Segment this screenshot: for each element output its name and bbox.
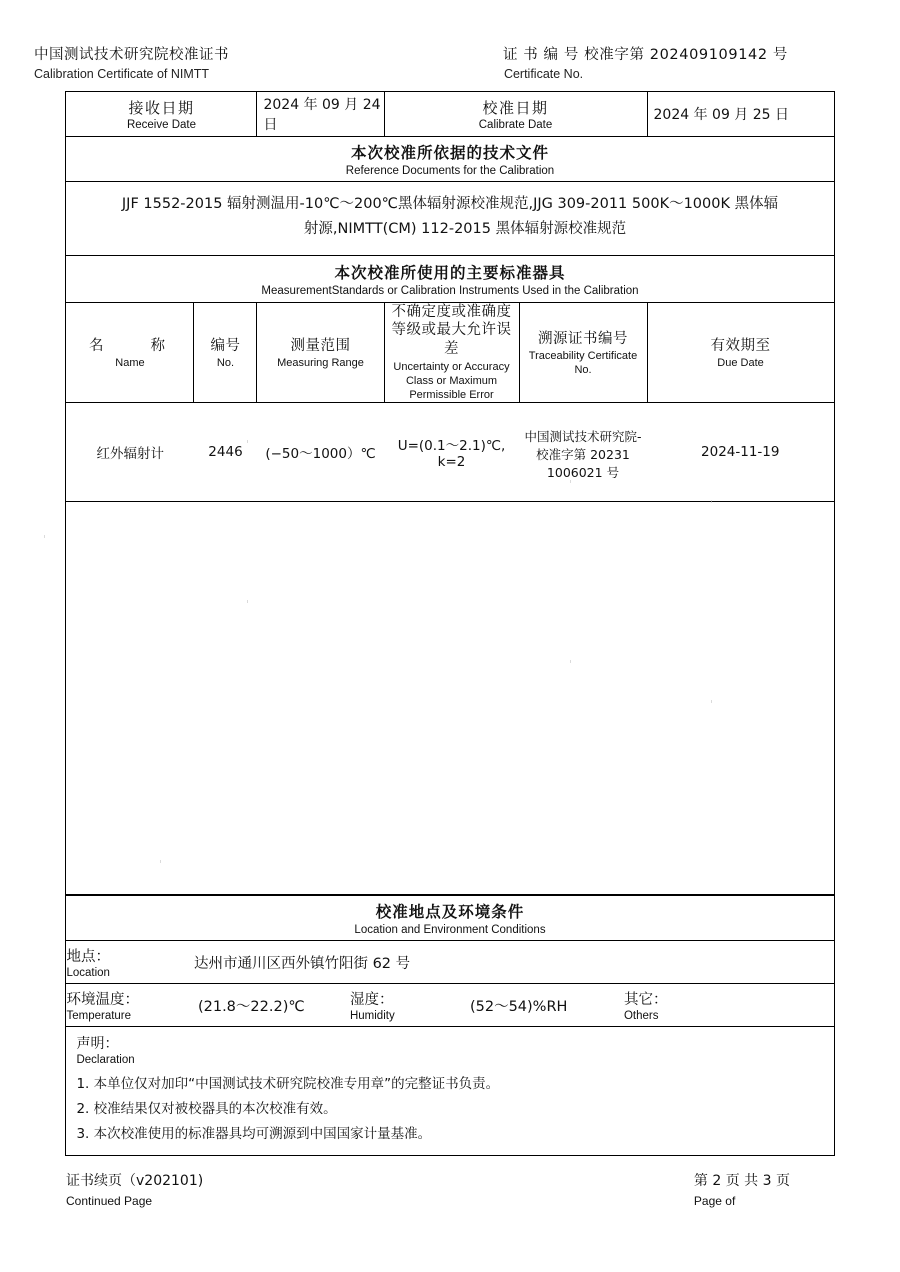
cell-due-date: 2024-11-19 [647, 403, 834, 502]
col-header-traceability-cn: 溯源证书编号 [538, 331, 628, 348]
others-label-cn: 其它： [623, 992, 668, 1009]
location-environment-table [65, 895, 834, 1156]
col-header-traceability-en: Traceability Certificate No. [528, 350, 638, 376]
cell-instrument-no: 2446 [194, 403, 257, 502]
col-header-uncertainty-en: Uncertainty or Accuracy Class or Maximum Permissible Error [393, 361, 510, 401]
cell-measuring-range: (−50～1000）℃ [257, 403, 384, 502]
footer-continued-cn: 证书续页（v202101) [66, 1173, 204, 1190]
environment-row [66, 984, 834, 1027]
humidity-value: (52～54)%RH [469, 998, 568, 1015]
receive-date-label-cn: 接收日期 [128, 98, 195, 117]
calibrate-date-value: 2024 年 09 月 25 日 [653, 106, 790, 123]
col-header-name [66, 302, 194, 403]
calibrate-date-label-cn: 校准日期 [482, 98, 549, 117]
footer-left-block [66, 1170, 203, 1208]
location-title-row [66, 896, 834, 941]
document-title-cn: 中国测试技术研究院校准证书 [34, 47, 229, 63]
col-header-due-en: Due Date [717, 357, 764, 370]
blank-area [66, 502, 834, 895]
col-header-due-cn: 有效期至 [710, 338, 771, 355]
col-header-no-cn: 编号 [210, 338, 241, 355]
col-header-no-en: No. [216, 357, 235, 370]
footer-continued-en: Continued Page [66, 1194, 153, 1209]
others-value-cell [734, 984, 834, 1027]
calibrate-date-label-cell [384, 91, 647, 136]
cell-uncertainty: U=(0.1～2.1)℃, k=2 [384, 403, 519, 502]
humidity-label-cn: 湿度： [349, 992, 394, 1009]
temperature-label-cn: 环境温度： [66, 992, 139, 1009]
col-header-due [647, 302, 834, 403]
others-label-en: Others [623, 1010, 659, 1023]
place-label-en: Location [66, 967, 110, 980]
main-table [65, 91, 834, 896]
others-label-cell [624, 984, 734, 1027]
humidity-label-cell [350, 984, 460, 1027]
reference-title-en: Reference Documents for the Calibration [345, 164, 555, 177]
receive-date-value-cell [257, 91, 384, 136]
list-item: 1. 本单位仅对加印“中国测试技术研究院校准专用章”的完整证书负责。 [76, 1076, 500, 1093]
cell-traceability: 中国测试技术研究院-校准字第 20231 1006021 号 [519, 403, 647, 502]
reference-line-1: JJF 1552-2015 辐射测温用-10℃～200℃黑体辐射源校准规范,JJG 309-2011 500K～1000K 黑体辐 [121, 195, 779, 212]
standards-title-cn: 本次校准所使用的主要标准器具 [334, 263, 566, 282]
temperature-label-cell [66, 984, 186, 1027]
reference-title-cn: 本次校准所依据的技术文件 [350, 143, 549, 162]
certificate-number-en: Certificate No. [503, 67, 584, 82]
receive-date-label-en: Receive Date [126, 118, 196, 131]
col-header-name-en: Name [115, 357, 145, 370]
reference-line-2: 射源,NIMTT(CM) 112-2015 黑体辐射源校准规范 [303, 221, 627, 238]
certificate-number-block [503, 46, 788, 83]
document-title-en: Calibration Certificate of NIMTT [34, 67, 210, 82]
reference-title-cell [66, 136, 834, 181]
list-item: 3. 本次校准使用的标准器具均可溯源到中国国家计量基准。 [76, 1126, 432, 1143]
col-header-range-cn: 测量范围 [290, 338, 351, 355]
humidity-value-cell [460, 984, 624, 1027]
reference-title-row [66, 136, 834, 181]
list-item: 2. 校准结果仅对被校器具的本次校准有效。 [76, 1101, 337, 1118]
place-label-cn: 地点： [66, 949, 110, 966]
cell-instrument-name: 红外辐射计 [66, 403, 194, 502]
col-header-range [257, 302, 384, 403]
document-footer [66, 1170, 834, 1208]
header-title-block [34, 46, 229, 83]
reference-body-row [66, 181, 834, 255]
calibrate-date-label-en: Calibrate Date [478, 118, 553, 131]
humidity-label-en: Humidity [349, 1010, 395, 1023]
declaration-list [76, 1072, 823, 1147]
reference-body-cell [66, 181, 834, 255]
footer-right-block [694, 1170, 790, 1208]
col-header-name-cn: 名 称 [88, 338, 171, 355]
dates-row [66, 91, 834, 136]
declaration-cell [66, 1027, 834, 1156]
col-header-no [194, 302, 257, 403]
blank-body-row [66, 502, 834, 895]
standards-title-en: MeasurementStandards or Calibration Instruments Used in the Calibration [261, 284, 639, 297]
temperature-value: (21.8～22.2)℃ [197, 998, 305, 1015]
place-value-cell [186, 941, 834, 984]
standards-title-row [66, 255, 834, 302]
location-title-cell [66, 896, 834, 941]
place-label-cell [66, 941, 186, 984]
page-number-cn: 第 2 页 共 3 页 [693, 1173, 790, 1190]
location-title-en: Location and Environment Conditions [354, 924, 546, 937]
declaration-row [66, 1027, 834, 1156]
col-header-uncertainty [384, 302, 519, 403]
standards-header-row [66, 302, 834, 403]
declaration-title-en: Declaration [76, 1054, 135, 1067]
col-header-traceability [519, 302, 647, 403]
place-row [66, 941, 834, 984]
temperature-value-cell [186, 984, 350, 1027]
col-header-range-en: Measuring Range [277, 357, 364, 370]
col-header-uncertainty-cn: 不确定度或准确度等级或最大允许误差 [391, 303, 512, 358]
place-value: 达州市通川区西外镇竹阳街 62 号 [193, 955, 411, 972]
standards-title-cell [66, 255, 834, 302]
page-number-en: Page of [693, 1194, 736, 1209]
receive-date-value: 2024 年 09 月 24 日 [263, 96, 381, 133]
declaration-title-cn: 声明： [76, 1036, 119, 1053]
table-row [66, 403, 834, 502]
location-title-cn: 校准地点及环境条件 [375, 903, 525, 922]
receive-date-label-cell [66, 91, 257, 136]
temperature-label-en: Temperature [66, 1010, 132, 1023]
calibrate-date-value-cell [647, 91, 834, 136]
document-header [32, 46, 868, 83]
certificate-number-cn: 证 书 编 号 校准字第 202409109142 号 [502, 47, 788, 63]
